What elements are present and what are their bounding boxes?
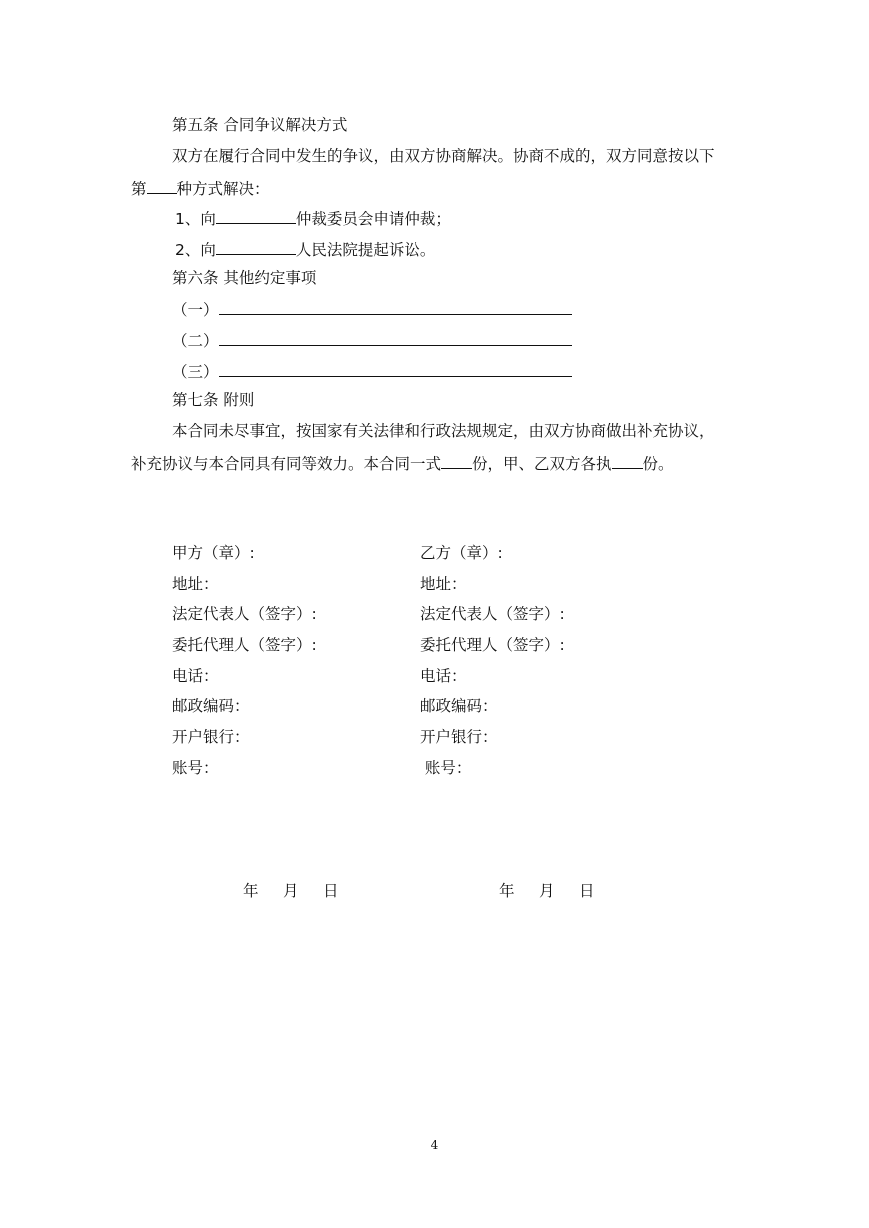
article6-heading: 第六条 其他约定事项 [172,269,317,287]
option1-prefix: 1、向 [175,210,216,228]
party-a-signature-block [172,543,317,789]
article5-heading: 第五条 合同争议解决方式 [172,116,348,134]
party-a-bank: 开户银行： [172,728,250,747]
arbitration-committee-blank[interactable] [216,207,296,224]
copies-total-blank[interactable] [441,452,472,469]
year-label: 年 [243,882,259,900]
court-name-blank[interactable] [216,238,296,255]
party-b-address: 地址： [420,574,467,593]
party-a-postcode: 邮政编码： [172,697,250,716]
copies-each-blank[interactable] [612,452,643,469]
item-label: （二） [172,332,219,350]
party-b-account: 账号： [420,758,472,777]
option2-suffix: 人民法院提起诉讼。 [295,241,436,259]
article7-paragraph-line2 [131,452,674,474]
party-b-signature-block [420,543,565,789]
article7-paragraph-line1: 本合同未尽事宜，按国家有关法律和行政法规规定，由双方协商做出补充协议， [172,422,715,440]
party-b-postcode: 邮政编码： [420,697,498,716]
article5-paragraph-line2 [131,177,270,199]
other-item-2-blank[interactable] [219,329,572,346]
party-b-date [0,881,869,901]
day-label: 日 [579,882,595,900]
option2-prefix: 2、向 [175,241,216,259]
month-label: 月 [539,882,555,900]
option-litigation [175,238,435,260]
other-item-3 [172,360,572,382]
option1-suffix: 仲裁委员会申请仲裁； [295,210,451,228]
line2-part-a: 补充协议与本合同具有同等效力。本合同一式 [131,455,442,473]
party-a-phone: 电话： [172,666,219,685]
party-a-seal: 甲方（章）: [172,544,255,562]
month-label: 月 [283,882,299,900]
article7-heading: 第七条 附则 [172,391,255,409]
party-a-address: 地址： [172,574,219,593]
article5-paragraph-line1: 双方在履行合同中发生的争议，由双方协商解决。协商不成的，双方同意按以下 [172,147,715,165]
line2-part-c: 份。 [642,455,674,473]
party-a-account: 账号： [172,758,219,777]
party-b-agent: 委托代理人（签字）: [420,636,565,655]
line2-prefix: 第 [131,180,147,198]
party-a-legal-rep: 法定代表人（签字）: [172,605,317,624]
option-arbitration [175,207,451,229]
party-a-agent: 委托代理人（签字）: [172,636,317,655]
method-number-blank[interactable] [147,177,177,194]
party-b-legal-rep: 法定代表人（签字）: [420,605,565,624]
party-b-bank: 开户银行： [420,728,498,747]
party-b-seal: 乙方（章）: [420,544,503,562]
party-b-phone: 电话： [420,666,467,685]
other-item-3-blank[interactable] [219,360,572,377]
day-label: 日 [323,882,339,900]
other-item-1-blank[interactable] [219,298,572,315]
other-item-2 [172,329,572,351]
item-label: （一） [172,301,219,319]
page-number: 4 [430,1138,439,1152]
year-label: 年 [499,882,515,900]
line2-suffix: 种方式解决： [176,180,270,198]
other-item-1 [172,298,572,320]
line2-part-b: 份，甲、乙双方各执 [472,455,612,473]
item-label: （三） [172,363,219,381]
